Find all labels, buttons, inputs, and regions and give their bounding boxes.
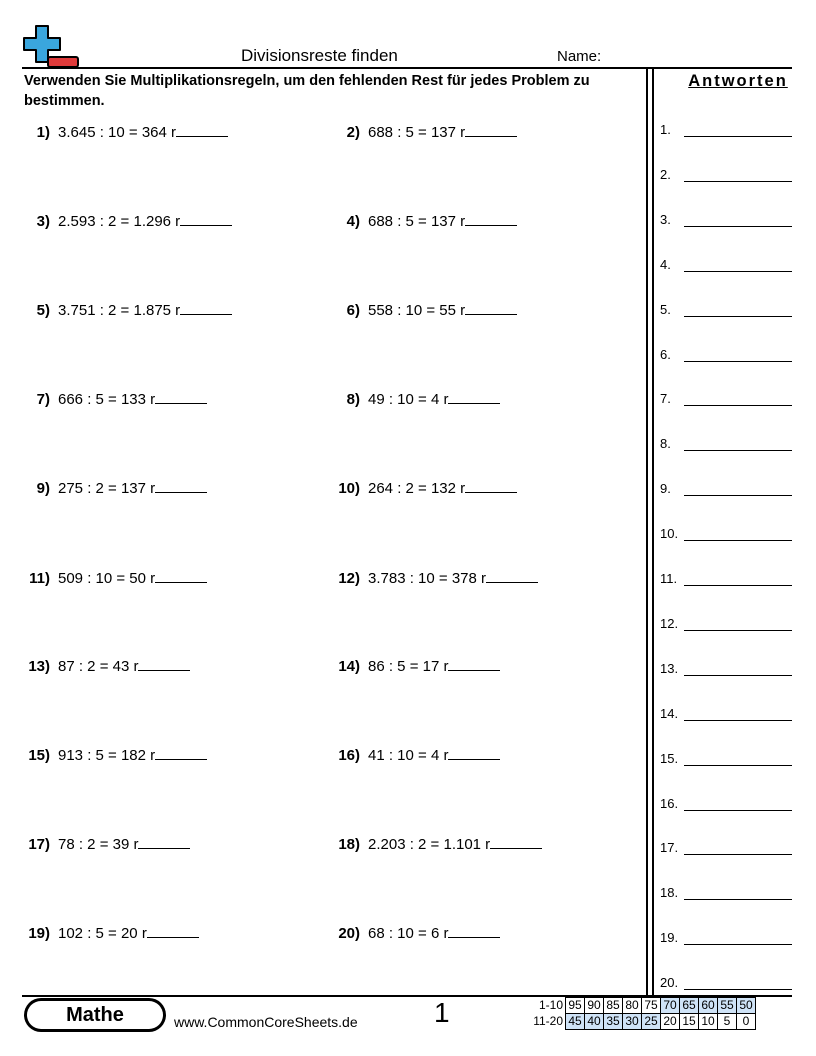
answer-row [660, 930, 792, 945]
answer-blank[interactable] [465, 122, 517, 137]
answer-blank[interactable] [490, 834, 542, 849]
problem-item [24, 745, 207, 764]
problem-text: 87 : 2 = 43 r [58, 658, 139, 675]
score-cell: 50 [737, 998, 756, 1014]
answer-line[interactable] [684, 136, 792, 137]
answer-line[interactable] [684, 405, 792, 406]
answer-line[interactable] [684, 944, 792, 945]
answer-label: 10. [660, 526, 679, 542]
problem-text: 558 : 10 = 55 r [368, 302, 466, 319]
answer-blank[interactable] [155, 389, 207, 404]
problem-number: 6) [346, 302, 360, 319]
answer-row [660, 436, 792, 451]
answers-title: Antworten [688, 72, 788, 90]
problem-text: 3.751 : 2 = 1.875 r [58, 302, 181, 319]
answer-blank[interactable] [448, 656, 500, 671]
answer-label: 16. [660, 795, 679, 811]
answer-line[interactable] [684, 495, 792, 496]
problem-item [24, 656, 190, 675]
answer-row [660, 751, 792, 766]
answer-label: 18. [660, 885, 679, 901]
top-rule [22, 67, 792, 69]
problem-number: 4) [346, 213, 360, 230]
answer-blank[interactable] [448, 389, 500, 404]
problem-item [24, 834, 190, 853]
answer-label: 2. [660, 166, 671, 182]
score-cell: 45 [566, 1014, 585, 1030]
problem-item [334, 211, 517, 230]
problem-text: 102 : 5 = 20 r [58, 925, 147, 942]
answer-blank[interactable] [465, 478, 517, 493]
answer-label: 1. [660, 122, 671, 137]
score-cell: 30 [623, 1014, 642, 1030]
problem-text: 3.645 : 10 = 364 r [58, 124, 177, 141]
problem-text: 68 : 10 = 6 r [368, 925, 449, 942]
answer-label: 9. [660, 481, 671, 497]
score-cell: 20 [661, 1014, 680, 1030]
page-title: Divisionsreste finden [241, 46, 398, 65]
answer-label: 13. [660, 660, 679, 676]
answer-divider-right [652, 67, 654, 995]
answer-row [660, 347, 792, 362]
brand-badge [24, 998, 166, 1032]
answer-row [660, 885, 792, 900]
answer-blank[interactable] [486, 568, 538, 583]
problem-item [334, 568, 538, 587]
problem-number: 8) [346, 391, 360, 408]
problem-item [24, 122, 228, 141]
answer-label: 3. [660, 211, 671, 227]
answer-line[interactable] [684, 181, 792, 182]
answer-row [660, 526, 792, 541]
answer-blank[interactable] [465, 300, 517, 315]
problem-number: 1) [36, 124, 50, 141]
answer-row [660, 391, 792, 406]
answer-row [660, 616, 792, 631]
answer-blank[interactable] [155, 478, 207, 493]
answer-label: 11. [660, 571, 678, 586]
answer-label: 17. [660, 840, 679, 856]
answer-blank[interactable] [138, 834, 190, 849]
answer-row [660, 840, 792, 855]
score-cell: 15 [680, 1014, 699, 1030]
answer-line[interactable] [684, 226, 792, 227]
answer-line[interactable] [684, 989, 792, 990]
answer-divider-left [646, 67, 648, 995]
answer-line[interactable] [684, 810, 792, 811]
answer-line[interactable] [684, 720, 792, 721]
problem-text: 509 : 10 = 50 r [58, 570, 156, 587]
answer-label: 15. [660, 750, 679, 766]
answer-row [660, 257, 792, 272]
score-cell: 10 [699, 1014, 718, 1030]
score-cell: 85 [604, 998, 623, 1014]
answer-row [660, 975, 792, 990]
problem-number: 12) [338, 570, 360, 587]
score-cell: 75 [642, 998, 661, 1014]
answer-label: 8. [660, 436, 671, 452]
problem-text: 3.783 : 10 = 378 r [368, 570, 487, 587]
score-cell: 80 [623, 998, 642, 1014]
answer-blank[interactable] [176, 122, 228, 137]
problem-number: 10) [338, 480, 360, 497]
problem-item [334, 300, 517, 319]
answer-label: 5. [660, 301, 671, 317]
score-cell: 40 [585, 1014, 604, 1030]
problem-number: 5) [36, 302, 50, 319]
problem-number: 9) [36, 480, 50, 497]
problem-number: 15) [28, 747, 50, 764]
answer-blank[interactable] [155, 745, 207, 760]
answer-line[interactable] [684, 765, 792, 766]
answer-blank[interactable] [138, 656, 190, 671]
score-cell: 0 [737, 1014, 756, 1030]
problem-item [334, 745, 500, 764]
problem-number: 18) [338, 836, 360, 853]
score-row [527, 1014, 756, 1030]
score-cell: 65 [680, 998, 699, 1014]
page-number: 1 [434, 997, 450, 1028]
answer-row [660, 122, 792, 137]
problem-number: 19) [28, 925, 50, 942]
problem-item [334, 923, 500, 942]
answer-row [660, 167, 792, 182]
score-row-label: 1-10 [538, 998, 563, 1012]
problem-text: 78 : 2 = 39 r [58, 836, 139, 853]
problem-text: 688 : 5 = 137 r [368, 213, 466, 230]
answer-blank[interactable] [448, 923, 500, 938]
problem-text: 666 : 5 = 133 r [58, 391, 156, 408]
score-cell: 70 [661, 998, 680, 1014]
problem-number: 17) [28, 836, 50, 853]
problem-item [24, 389, 207, 408]
problem-item [24, 568, 207, 587]
score-cell: 60 [699, 998, 718, 1014]
answer-blank[interactable] [465, 211, 517, 226]
problem-text: 41 : 10 = 4 r [368, 747, 449, 764]
answer-row [660, 481, 792, 496]
answer-line[interactable] [684, 854, 792, 855]
answer-row [660, 571, 792, 586]
problem-text: 49 : 10 = 4 r [368, 391, 449, 408]
score-cell: 25 [642, 1014, 661, 1030]
answer-line[interactable] [684, 271, 792, 272]
answer-label: 4. [660, 256, 671, 272]
answer-blank[interactable] [155, 568, 207, 583]
problem-number: 20) [338, 925, 360, 942]
problem-text: 86 : 5 = 17 r [368, 658, 449, 675]
answer-label: 20. [660, 975, 679, 991]
answer-blank[interactable] [180, 300, 232, 315]
problem-number: 3) [36, 213, 50, 230]
answer-label: 14. [660, 705, 679, 721]
problem-text: 2.593 : 2 = 1.296 r [58, 213, 181, 230]
answer-label: 19. [660, 930, 679, 946]
answer-line[interactable] [684, 630, 792, 631]
problem-text: 688 : 5 = 137 r [368, 124, 466, 141]
problem-text: 275 : 2 = 137 r [58, 480, 156, 497]
answer-label: 6. [660, 346, 671, 362]
answer-line[interactable] [684, 316, 792, 317]
score-cell: 5 [718, 1014, 737, 1030]
score-row-label: 11-20 [533, 1014, 563, 1028]
problem-item [334, 478, 517, 497]
answer-line[interactable] [684, 450, 792, 451]
brand-label: Mathe [27, 1001, 163, 1029]
instructions: Verwenden Sie Multiplikationsregeln, um den fehlenden Rest für jedes Problem zu bestimmen. [24, 73, 590, 109]
problem-number: 7) [36, 391, 50, 408]
answer-row [660, 212, 792, 227]
answer-line[interactable] [684, 361, 792, 362]
problem-item [334, 656, 500, 675]
answer-line[interactable] [684, 585, 792, 586]
answer-label: 7. [660, 391, 671, 407]
score-cell: 95 [566, 998, 585, 1014]
score-cell: 90 [585, 998, 604, 1014]
site-url: www.CommonCoreSheets.de [174, 1014, 358, 1030]
problem-item [334, 389, 500, 408]
answer-row [660, 796, 792, 811]
problem-item [24, 478, 207, 497]
problem-item [334, 834, 542, 853]
answer-line[interactable] [684, 540, 792, 541]
answer-line[interactable] [684, 899, 792, 900]
answer-row [660, 706, 792, 721]
problem-text: 264 : 2 = 132 r [368, 480, 466, 497]
answer-row [660, 302, 792, 317]
answer-blank[interactable] [180, 211, 232, 226]
problem-number: 14) [338, 658, 360, 675]
problem-number: 2) [346, 124, 360, 141]
score-cell: 35 [604, 1014, 623, 1030]
answer-blank[interactable] [147, 923, 199, 938]
answer-line[interactable] [684, 675, 792, 676]
problem-text: 2.203 : 2 = 1.101 r [368, 836, 491, 853]
problem-number: 16) [338, 747, 360, 764]
problem-number: 13) [28, 658, 50, 675]
score-row [527, 998, 756, 1014]
problem-number: 11) [29, 570, 50, 587]
problem-item [24, 923, 199, 942]
problem-item [334, 122, 517, 141]
score-table [527, 997, 756, 1030]
plus-minus-logo-icon [22, 24, 80, 68]
answer-blank[interactable] [448, 745, 500, 760]
answer-label: 12. [660, 615, 679, 631]
problem-item [24, 300, 232, 319]
score-cell: 55 [718, 998, 737, 1014]
name-label: Name: [557, 48, 602, 65]
answer-row [660, 661, 792, 676]
problem-item [24, 211, 232, 230]
problem-text: 913 : 5 = 182 r [58, 747, 156, 764]
